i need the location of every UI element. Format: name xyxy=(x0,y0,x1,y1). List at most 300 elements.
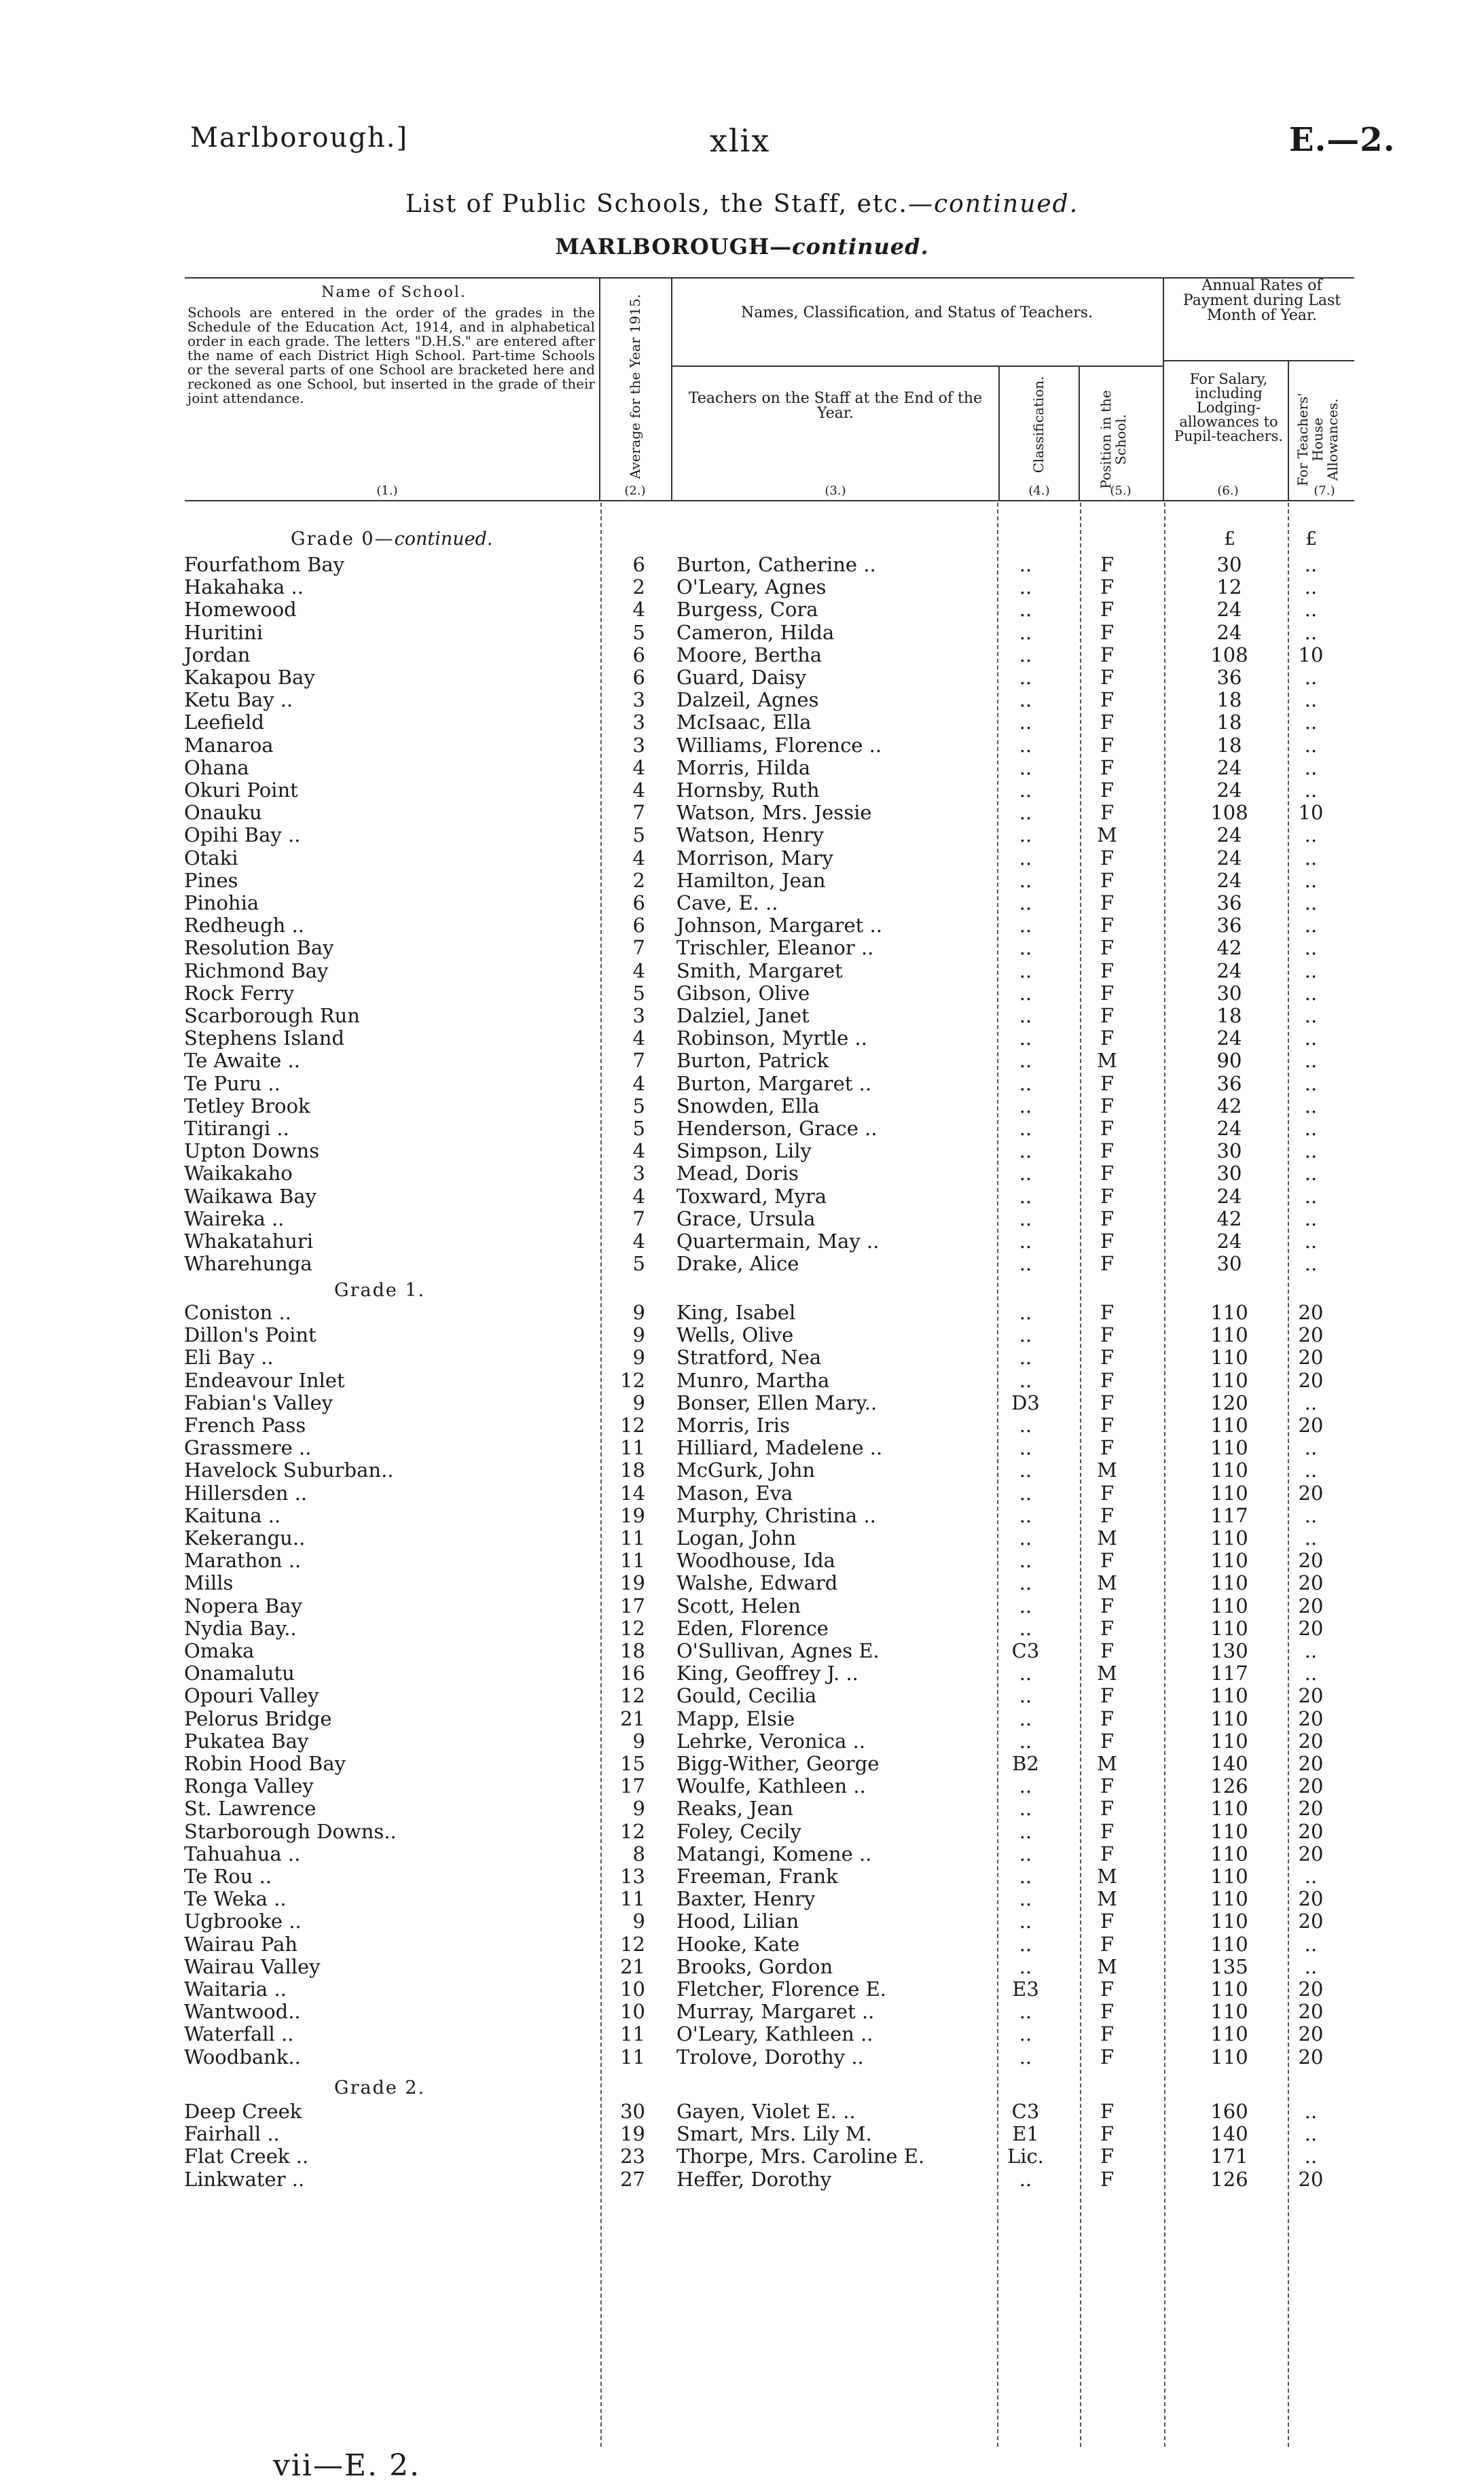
house-allowance: 20 xyxy=(1298,1616,1324,1640)
table-row xyxy=(0,1117,1484,1140)
salary: 36 xyxy=(1216,666,1242,689)
house-allowance: 10 xyxy=(1298,643,1324,666)
school-name: Okuri Point xyxy=(184,779,298,802)
school-name: Te Puru .. xyxy=(184,1071,280,1095)
position: F xyxy=(1100,1301,1115,1324)
average-attendance: 11 xyxy=(620,1436,645,1460)
classification: .. xyxy=(1019,598,1032,622)
position: F xyxy=(1100,1346,1115,1370)
average-attendance: 4 xyxy=(632,779,645,802)
teacher-name: Henderson, Grace .. xyxy=(676,1117,877,1140)
salary: 110 xyxy=(1210,1526,1248,1550)
position: M xyxy=(1097,1571,1117,1595)
average-attendance: 4 xyxy=(632,1184,645,1208)
average-attendance: 4 xyxy=(632,959,645,982)
salary: 110 xyxy=(1210,1301,1248,1324)
classification: .. xyxy=(1019,1887,1032,1911)
school-name: Marathon .. xyxy=(184,1549,302,1573)
classification: .. xyxy=(1019,620,1032,644)
average-attendance: 3 xyxy=(632,1162,645,1185)
table-row xyxy=(0,982,1484,1005)
house-allowance: .. xyxy=(1304,598,1318,622)
table-row xyxy=(0,666,1484,689)
school-name: Dillon's Point xyxy=(184,1323,316,1347)
average-attendance: 9 xyxy=(632,1729,645,1753)
average-attendance: 9 xyxy=(632,1797,645,1821)
position: F xyxy=(1100,1594,1115,1617)
classification: .. xyxy=(1019,755,1032,779)
classification: .. xyxy=(1019,1368,1032,1392)
school-name: Waireka .. xyxy=(184,1206,285,1230)
table-row xyxy=(0,1821,1484,1843)
position: F xyxy=(1100,1729,1115,1753)
table-row xyxy=(0,1843,1484,1865)
house-allowance: 10 xyxy=(1298,801,1324,825)
salary: 117 xyxy=(1210,1503,1248,1527)
classification: .. xyxy=(1019,891,1032,914)
classification: E1 xyxy=(1012,2122,1039,2146)
table-row xyxy=(0,802,1484,824)
classification: .. xyxy=(1019,823,1032,847)
classification: .. xyxy=(1019,2000,1032,2024)
school-name-note: Schools are entered in the order of the grades in the Schedule of the Education Act, 1914, and in alphabetical order in each grade. The letters "D.H.S." are entered after the name of each District High School. Part-time Schools or the several parts of one School are bracketed here and reckoned as one School, but inserted in the grade of their joint attendance. xyxy=(187,304,595,406)
salary: 110 xyxy=(1210,1706,1248,1730)
table-row xyxy=(0,2168,1484,2191)
teacher-name: Scott, Helen xyxy=(676,1594,801,1617)
col-number-4: (4.) xyxy=(1028,484,1050,498)
salary: 110 xyxy=(1210,2000,1248,2024)
table-row xyxy=(0,824,1484,846)
house-allowance: 20 xyxy=(1298,1301,1324,1324)
school-name: Jordan xyxy=(184,643,251,666)
salary: 130 xyxy=(1210,1639,1248,1662)
position: F xyxy=(1100,711,1115,734)
average-attendance: 10 xyxy=(620,1978,645,2001)
classification: .. xyxy=(1019,666,1032,689)
house-allowance: .. xyxy=(1304,1391,1318,1414)
position: F xyxy=(1100,1071,1115,1095)
table-row xyxy=(0,1392,1484,1414)
school-name: Flat Creek .. xyxy=(184,2145,309,2168)
school-name: Omaka xyxy=(184,1639,255,1662)
teacher-name: Cameron, Hilda xyxy=(676,620,835,644)
school-name: Wharehunga xyxy=(184,1252,312,1276)
position: F xyxy=(1100,1503,1115,1527)
average-attendance: 17 xyxy=(620,1774,645,1798)
position: F xyxy=(1100,598,1115,622)
classification: .. xyxy=(1019,2022,1032,2046)
position: M xyxy=(1097,1865,1117,1888)
table-row xyxy=(0,1505,1484,1527)
position: F xyxy=(1100,1819,1115,1843)
average-attendance: 4 xyxy=(632,755,645,779)
house-allowance: 20 xyxy=(1298,1887,1324,1911)
school-name: Resolution Bay xyxy=(184,936,334,960)
teacher-name: Quartermain, May .. xyxy=(676,1230,880,1253)
house-allowance: .. xyxy=(1304,823,1318,847)
teacher-name: Trischler, Eleanor .. xyxy=(676,936,874,960)
salary: 24 xyxy=(1216,779,1242,802)
salary: 108 xyxy=(1210,801,1248,825)
school-name: Opouri Valley xyxy=(184,1684,319,1708)
column-annual-rates: Annual Rates of Payment during Last Month of Year. xyxy=(1182,277,1341,324)
teacher-name: Williams, Florence .. xyxy=(676,733,882,757)
teacher-name: Burton, Margaret .. xyxy=(676,1071,872,1095)
position: F xyxy=(1100,1639,1115,1662)
position: F xyxy=(1100,2045,1115,2069)
table-row xyxy=(0,1230,1484,1253)
teacher-name: Mead, Doris xyxy=(676,1162,799,1185)
position: F xyxy=(1100,2100,1115,2123)
house-allowance: .. xyxy=(1304,1639,1318,1662)
school-name: Ohana xyxy=(184,755,249,779)
house-allowance: .. xyxy=(1304,2100,1318,2123)
position: F xyxy=(1100,1117,1115,1140)
classification: .. xyxy=(1019,846,1032,870)
classification: .. xyxy=(1019,643,1032,666)
salary: 110 xyxy=(1210,1616,1248,1640)
classification: .. xyxy=(1019,1954,1032,1978)
average-attendance: 30 xyxy=(620,2100,645,2123)
school-name: Wantwood.. xyxy=(184,2000,301,2024)
position: F xyxy=(1100,1162,1115,1185)
teacher-name: King, Isabel xyxy=(676,1301,796,1324)
salary: 90 xyxy=(1216,1049,1242,1073)
salary: 120 xyxy=(1210,1391,1248,1414)
school-name: Onauku xyxy=(184,801,262,825)
classification: .. xyxy=(1019,936,1032,960)
grade-0-heading: Grade 0—continued. xyxy=(291,529,493,550)
teacher-name: Dalzeil, Agnes xyxy=(676,688,819,712)
average-attendance: 12 xyxy=(620,1932,645,1956)
salary: 110 xyxy=(1210,1684,1248,1708)
classification: .. xyxy=(1019,1117,1032,1140)
salary: 36 xyxy=(1216,914,1242,937)
teacher-name: Smart, Mrs. Lily M. xyxy=(676,2122,872,2146)
school-name: Wairau Pah xyxy=(184,1932,298,1956)
position: F xyxy=(1100,620,1115,644)
house-allowance: 20 xyxy=(1298,1774,1324,1798)
house-allowance: .. xyxy=(1304,779,1318,802)
position: M xyxy=(1097,1459,1117,1482)
position: F xyxy=(1100,891,1115,914)
house-allowance: .. xyxy=(1304,868,1318,892)
house-allowance: 20 xyxy=(1298,2022,1324,2046)
col-number-5: (5.) xyxy=(1110,484,1132,498)
average-attendance: 13 xyxy=(620,1865,645,1888)
average-attendance: 11 xyxy=(620,1526,645,1550)
position: F xyxy=(1100,914,1115,937)
school-name: Pines xyxy=(184,868,238,892)
table-row xyxy=(0,2145,1484,2168)
salary: 110 xyxy=(1210,2045,1248,2069)
table-row xyxy=(0,1437,1484,1459)
teacher-name: Hamilton, Jean xyxy=(676,868,826,892)
position: M xyxy=(1097,1887,1117,1911)
table-row xyxy=(0,1662,1484,1685)
house-allowance: 20 xyxy=(1298,1481,1324,1505)
school-name: Leefield xyxy=(184,711,264,734)
house-allowance: 20 xyxy=(1298,1368,1324,1392)
average-attendance: 16 xyxy=(620,1662,645,1685)
school-name: Kekerangu.. xyxy=(184,1526,306,1550)
table-row xyxy=(0,1978,1484,2001)
teacher-name: Munro, Martha xyxy=(676,1368,830,1392)
school-name: Starborough Downs.. xyxy=(184,1819,397,1843)
house-allowance: .. xyxy=(1304,1071,1318,1095)
classification: .. xyxy=(1019,575,1032,599)
teacher-name: Gayen, Violet E. .. xyxy=(676,2100,856,2123)
table-row xyxy=(0,598,1484,621)
salary: 117 xyxy=(1210,1662,1248,1685)
house-allowance: 20 xyxy=(1298,1797,1324,1821)
teacher-name: Hilliard, Madelene .. xyxy=(676,1436,883,1460)
teacher-name: Wells, Olive xyxy=(676,1323,794,1347)
salary: 24 xyxy=(1216,868,1242,892)
position: F xyxy=(1100,1910,1115,1933)
table-row xyxy=(0,734,1484,757)
house-allowance: .. xyxy=(1304,1184,1318,1208)
school-name: Redheugh .. xyxy=(184,914,304,937)
table-row xyxy=(0,1797,1484,1820)
position: F xyxy=(1100,1252,1115,1276)
position: F xyxy=(1100,2022,1115,2046)
house-allowance: .. xyxy=(1304,688,1318,712)
column-names-status: Names, Classification, and Status of Teachers. xyxy=(741,304,1093,321)
column-classification: Classification. xyxy=(1030,376,1047,473)
table-row xyxy=(0,1910,1484,1933)
position: F xyxy=(1100,1026,1115,1050)
table-row xyxy=(0,1730,1484,1753)
teacher-name: Woodhouse, Ida xyxy=(676,1549,835,1573)
table-row xyxy=(0,1617,1484,1640)
teacher-name: Drake, Alice xyxy=(676,1252,799,1276)
average-attendance: 7 xyxy=(632,801,645,825)
school-name: Hakahaka .. xyxy=(184,575,304,599)
classification: .. xyxy=(1019,1026,1032,1050)
average-attendance: 4 xyxy=(632,598,645,622)
average-attendance: 12 xyxy=(620,1819,645,1843)
salary: 110 xyxy=(1210,1571,1248,1595)
average-attendance: 27 xyxy=(620,2167,645,2191)
salary: 36 xyxy=(1216,891,1242,914)
classification: .. xyxy=(1019,1184,1032,1208)
salary: 24 xyxy=(1216,959,1242,982)
col-number-3: (3.) xyxy=(825,484,846,498)
teacher-name: Bigg-Wither, George xyxy=(676,1752,880,1775)
classification: C3 xyxy=(1011,2100,1040,2123)
salary: 30 xyxy=(1216,1162,1242,1185)
house-allowance: 20 xyxy=(1298,1752,1324,1775)
classification: .. xyxy=(1019,1481,1032,1505)
average-attendance: 12 xyxy=(620,1684,645,1708)
classification: .. xyxy=(1019,1301,1032,1324)
average-attendance: 3 xyxy=(632,688,645,712)
average-attendance: 18 xyxy=(620,1639,645,1662)
teacher-name: Smith, Margaret xyxy=(676,959,843,982)
average-attendance: 9 xyxy=(632,1346,645,1370)
average-attendance: 12 xyxy=(620,1616,645,1640)
average-attendance: 9 xyxy=(632,1301,645,1324)
average-attendance: 5 xyxy=(632,823,645,847)
running-header-left: Marlborough.] xyxy=(190,122,409,154)
teacher-name: Snowden, Ella xyxy=(676,1094,820,1117)
table-row xyxy=(0,1050,1484,1072)
position: F xyxy=(1100,575,1115,599)
classification: .. xyxy=(1019,1206,1032,1230)
school-name: Fabian's Valley xyxy=(184,1391,333,1414)
col-number-7: (7.) xyxy=(1314,484,1335,498)
school-name: Endeavour Inlet xyxy=(184,1368,345,1392)
salary: 30 xyxy=(1216,1139,1242,1163)
position: F xyxy=(1100,2167,1115,2191)
house-allowance: .. xyxy=(1304,1117,1318,1140)
classification: .. xyxy=(1019,2167,1032,2191)
salary: 110 xyxy=(1210,1346,1248,1370)
school-name: Ketu Bay .. xyxy=(184,688,293,712)
classification: .. xyxy=(1019,2045,1032,2069)
teacher-name: Morris, Hilda xyxy=(676,755,811,779)
classification: .. xyxy=(1019,1706,1032,1730)
teacher-name: Matangi, Komene .. xyxy=(676,1842,872,1865)
table-row xyxy=(0,2100,1484,2123)
classification: .. xyxy=(1019,711,1032,734)
classification: .. xyxy=(1019,1662,1032,1685)
average-attendance: 21 xyxy=(620,1954,645,1978)
teacher-name: Cave, E. .. xyxy=(676,891,778,914)
grade-1-heading: Grade 1. xyxy=(334,1280,426,1301)
average-attendance: 5 xyxy=(632,620,645,644)
school-name: Fourfathom Bay xyxy=(184,553,345,576)
table-row xyxy=(0,1459,1484,1482)
salary: 24 xyxy=(1216,755,1242,779)
house-allowance: 20 xyxy=(1298,1842,1324,1865)
salary: 24 xyxy=(1216,1026,1242,1050)
average-attendance: 3 xyxy=(632,711,645,734)
salary: 110 xyxy=(1210,1481,1248,1505)
teacher-name: Walshe, Edward xyxy=(676,1571,838,1595)
salary: 110 xyxy=(1210,1414,1248,1437)
salary: 108 xyxy=(1210,643,1248,666)
average-attendance: 5 xyxy=(632,1252,645,1276)
school-name: Manaroa xyxy=(184,733,274,757)
salary: 30 xyxy=(1216,981,1242,1005)
salary: 110 xyxy=(1210,1323,1248,1347)
classification: .. xyxy=(1019,1729,1032,1753)
table-row xyxy=(0,1865,1484,1888)
table-row xyxy=(0,1753,1484,1775)
salary: 110 xyxy=(1210,1797,1248,1821)
position: F xyxy=(1100,666,1115,689)
salary: 42 xyxy=(1216,1094,1242,1117)
school-name: Robin Hood Bay xyxy=(184,1752,346,1775)
average-attendance: 7 xyxy=(632,936,645,960)
teacher-name: Burton, Patrick xyxy=(676,1049,829,1073)
salary: 30 xyxy=(1216,1252,1242,1276)
table-row xyxy=(0,1027,1484,1050)
position: F xyxy=(1100,1094,1115,1117)
house-allowance: 20 xyxy=(1298,1729,1324,1753)
table-row xyxy=(0,1550,1484,1572)
house-allowance: 20 xyxy=(1298,1819,1324,1843)
col-number-2: (2.) xyxy=(624,484,646,498)
classification: .. xyxy=(1019,1346,1032,1370)
salary: 110 xyxy=(1210,1842,1248,1865)
position: F xyxy=(1100,1391,1115,1414)
house-allowance: .. xyxy=(1304,1662,1318,1685)
classification: .. xyxy=(1019,688,1032,712)
position: F xyxy=(1100,846,1115,870)
teacher-name: Brooks, Gordon xyxy=(676,1954,833,1978)
house-allowance: 20 xyxy=(1298,1549,1324,1573)
average-attendance: 15 xyxy=(620,1752,645,1775)
classification: .. xyxy=(1019,779,1032,802)
teacher-name: Eden, Florence xyxy=(676,1616,829,1640)
classification: .. xyxy=(1019,868,1032,892)
classification: .. xyxy=(1019,1094,1032,1117)
house-allowance: 20 xyxy=(1298,2045,1324,2069)
table-row xyxy=(0,914,1484,937)
salary: 110 xyxy=(1210,1910,1248,1933)
school-name: Huritini xyxy=(184,620,263,644)
house-allowance: 20 xyxy=(1298,1346,1324,1370)
teacher-name: Morrison, Mary xyxy=(676,846,833,870)
position: M xyxy=(1097,823,1117,847)
column-average: Average for the Year 1915. xyxy=(627,293,643,480)
classification: E3 xyxy=(1012,1978,1039,2001)
teacher-name: Mapp, Elsie xyxy=(676,1706,795,1730)
house-allowance: .. xyxy=(1304,711,1318,734)
house-allowance: .. xyxy=(1304,936,1318,960)
school-name: Te Awaite .. xyxy=(184,1049,300,1073)
average-attendance: 9 xyxy=(632,1910,645,1933)
salary: 110 xyxy=(1210,1459,1248,1482)
position: F xyxy=(1100,1706,1115,1730)
school-name: Waterfall .. xyxy=(184,2022,294,2046)
salary: 24 xyxy=(1216,1117,1242,1140)
average-attendance: 11 xyxy=(620,2045,645,2069)
school-name: Stephens Island xyxy=(184,1026,345,1050)
average-attendance: 3 xyxy=(632,1004,645,1027)
school-name: Pukatea Bay xyxy=(184,1729,309,1753)
teacher-name: Watson, Henry xyxy=(676,823,825,847)
house-allowance: .. xyxy=(1304,1954,1318,1978)
position: F xyxy=(1100,981,1115,1005)
classification: .. xyxy=(1019,1139,1032,1163)
teacher-name: Freeman, Frank xyxy=(676,1865,838,1888)
position: F xyxy=(1100,1323,1115,1347)
table-row xyxy=(0,576,1484,598)
average-attendance: 11 xyxy=(620,1887,645,1911)
average-attendance: 6 xyxy=(632,643,645,666)
house-allowance: .. xyxy=(1304,2122,1318,2146)
teacher-name: McGurk, John xyxy=(676,1459,816,1482)
table-row xyxy=(0,1095,1484,1117)
position: F xyxy=(1100,936,1115,960)
classification: .. xyxy=(1019,1819,1032,1843)
house-allowance: .. xyxy=(1304,981,1318,1005)
house-allowance: .. xyxy=(1304,1865,1318,1888)
salary: 110 xyxy=(1210,1549,1248,1573)
table-row xyxy=(0,1775,1484,1797)
school-name: Richmond Bay xyxy=(184,959,329,982)
house-allowance: .. xyxy=(1304,1004,1318,1027)
average-attendance: 10 xyxy=(620,2000,645,2024)
table-row xyxy=(0,2123,1484,2145)
salary: 24 xyxy=(1216,598,1242,622)
table-row xyxy=(0,870,1484,892)
teacher-name: Hooke, Kate xyxy=(676,1932,800,1956)
